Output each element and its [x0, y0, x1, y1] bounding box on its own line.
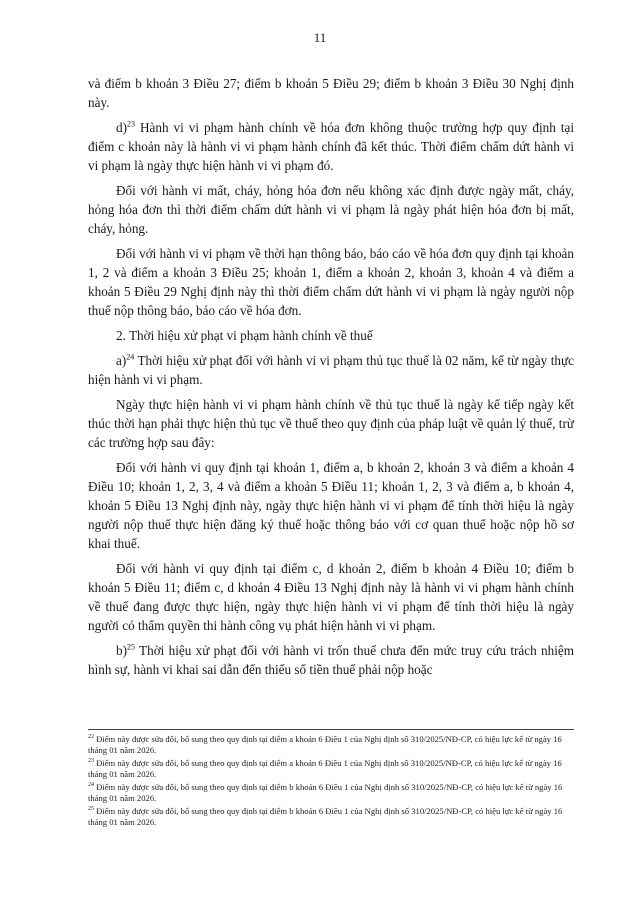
point-label: b): [116, 643, 127, 658]
footnote: [88, 806, 578, 828]
footnote-divider: [88, 729, 574, 730]
footnotes: [88, 734, 578, 830]
body-text: [88, 74, 574, 685]
footnote-ref: 25: [127, 642, 135, 652]
point-label: a): [116, 353, 127, 368]
paragraph-text: và điểm b khoản 3 Điều 27; điểm b khoản 5 Điều 29; điểm b khoản 3 Điều 30 Nghị định này.: [88, 76, 574, 110]
paragraph-text: Đối với hành vi quy định tại điểm c, d khoản 2, điểm b khoản 4 Điều 10; điểm b khoản 5 Điều 11; điểm c, d khoản 4 Điều 13 Nghị định này là hành vi vi phạm hành chính về thuế đang được thực hiện, ngày thực hiện hành vi vi phạm để tính thời hiệu là ngày người có thẩm quyền thi hành công vụ phát hiện hành vi vi phạm.: [88, 561, 574, 633]
paragraph-text: Đối với hành vi vi phạm về thời hạn thông báo, báo cáo về hóa đơn quy định tại khoản 1, 2 và điểm a khoản 3 Điều 25; khoản 1, điểm a khoản 2, khoản 3, khoản 4 và điểm a khoản 5 Điều 29 Nghị định này thì thời điểm chấm dứt hành vi vi phạm là ngày người nộp thuế nộp thông báo, báo cáo về hóa đơn.: [88, 246, 574, 318]
paragraph-text: Đối với hành vi mất, cháy, hỏng hóa đơn nếu không xác định được ngày mất, cháy, hỏng hóa đơn thì thời điểm chấm dứt hành vi vi phạm là ngày phát hiện hóa đơn bị mất, cháy, hỏng.: [88, 183, 574, 236]
footnote-ref: 23: [127, 119, 135, 129]
footnote-text: Điểm này được sửa đổi, bổ sung theo quy định tại điểm a khoản 6 Điều 1 của Nghị định số 310/2025/NĐ-CP, có hiệu lực kể từ ngày 16 tháng 01 năm 2026.: [88, 758, 562, 779]
footnote: [88, 734, 578, 756]
footnote: [88, 782, 578, 804]
footnote-number: 24: [88, 782, 94, 789]
footnote-text: Điểm này được sửa đổi, bổ sung theo quy định tại điểm a khoản 6 Điều 1 của Nghị định số 310/2025/NĐ-CP, có hiệu lực kể từ ngày 16 tháng 01 năm 2026.: [88, 734, 562, 755]
footnote-number: 23: [88, 758, 94, 765]
paragraph-point-a: [88, 351, 574, 389]
paragraph-text: Thời hiệu xử phạt đối với hành vi vi phạm thủ tục thuế là 02 năm, kể từ ngày thực hiện hành vi vi phạm.: [88, 353, 574, 387]
page-number: 11: [313, 30, 327, 45]
paragraph: [88, 395, 574, 452]
footnote-number: 25: [88, 806, 94, 813]
paragraph-point-b: [88, 641, 574, 679]
footnote: [88, 758, 578, 780]
footnote-text: Điểm này được sửa đổi, bổ sung theo quy định tại điểm b khoản 6 Điều 1 của Nghị định số 310/2025/NĐ-CP, có hiệu lực kể từ ngày 16 tháng 01 năm 2026.: [88, 806, 563, 827]
paragraph: [88, 458, 574, 553]
footnote-number: 22: [88, 734, 94, 741]
paragraph-text: Ngày thực hiện hành vi vi phạm hành chính về thủ tục thuế là ngày kế tiếp ngày kết thúc thời hạn phải thực hiện thủ tục về thuế theo quy định của pháp luật về quản lý thuế, trừ các trường hợp sau đây:: [88, 397, 574, 450]
paragraph: [88, 559, 574, 635]
footnote-text: Điểm này được sửa đổi, bổ sung theo quy định tại điểm b khoản 6 Điều 1 của Nghị định số 310/2025/NĐ-CP, có hiệu lực kể từ ngày 16 tháng 01 năm 2026.: [88, 782, 563, 803]
paragraph-text: Đối với hành vi quy định tại khoản 1, điểm a, b khoản 2, khoản 3 và điểm a khoản 4 Điều 10; khoản 1, 2, 3, 4 và điểm a khoản 5 Điều 11; khoản 1, 2, 3 và điểm a, b khoản 4, khoản 5 Điều 13 Nghị định này, ngày thực hiện hành vi vi phạm để tính thời hiệu là ngày người nộp thuế thực hiện đăng ký thuế hoặc thông báo với cơ quan thuế hoặc nộp hồ sơ khai thuế.: [88, 460, 574, 551]
point-label: d): [116, 120, 127, 135]
section-heading: [88, 326, 574, 345]
paragraph-text: 2. Thời hiệu xử phạt vi phạm hành chính về thuế: [116, 328, 373, 343]
paragraph-text: Hành vi vi phạm hành chính về hóa đơn không thuộc trường hợp quy định tại điểm c khoản này là hành vi vi phạm hành chính đã kết thúc. Thời điểm chấm dứt hành vi vi phạm là ngày thực hiện hành vi vi phạm đó.: [88, 120, 574, 173]
paragraph-point-d: [88, 118, 574, 175]
footnote-ref: 24: [126, 352, 135, 362]
paragraph-text: Thời hiệu xử phạt đối với hành vi trốn thuế chưa đến mức truy cứu trách nhiệm hình sự, hành vi khai sai dẫn đến thiếu số tiền thuế phải nộp hoặc: [88, 643, 574, 677]
paragraph-continuation: [88, 74, 574, 112]
paragraph: [88, 181, 574, 238]
paragraph: [88, 244, 574, 320]
